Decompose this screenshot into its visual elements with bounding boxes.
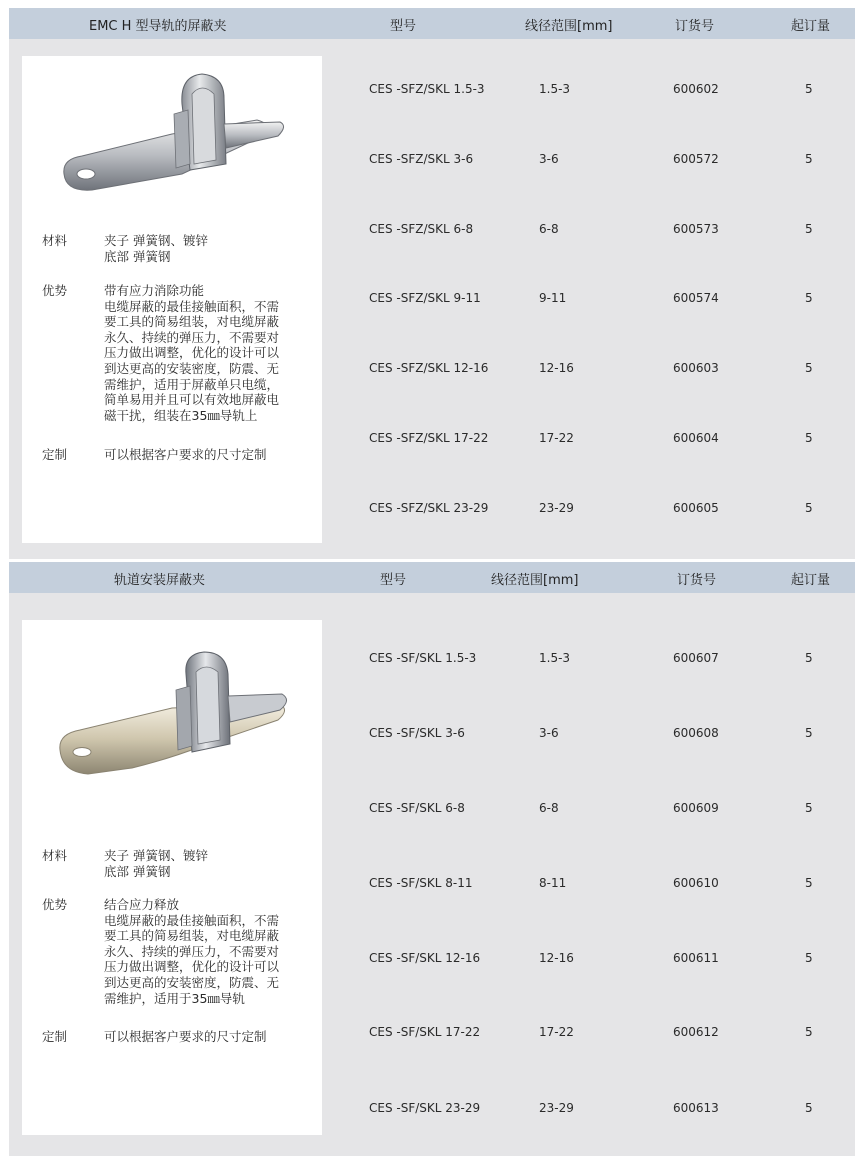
- table-row: [9, 801, 855, 821]
- order-number-cell: 600607: [673, 651, 719, 665]
- order-number-cell: 600611: [673, 951, 719, 965]
- order-number-cell: 600608: [673, 726, 719, 740]
- model-cell: CES -SF/SKL 1.5-3: [369, 651, 477, 665]
- order-number-cell: 600610: [673, 876, 719, 890]
- table-row: [9, 726, 855, 746]
- moq-cell: 5: [805, 222, 813, 236]
- table-row: [9, 431, 855, 451]
- range-cell: 12-16: [539, 951, 574, 965]
- moq-cell: 5: [805, 951, 813, 965]
- model-cell: CES -SF/SKL 12-16: [369, 951, 481, 965]
- order-number-cell: 600574: [673, 291, 719, 305]
- column-header-order: 订货号: [675, 19, 715, 34]
- model-cell: CES -SF/SKL 17-22: [369, 1025, 481, 1039]
- table-row: [9, 82, 855, 102]
- model-cell: CES -SF/SKL 8-11: [369, 876, 473, 890]
- table-row: [9, 876, 855, 896]
- custom-value: 可以根据客户要求的尺寸定制: [104, 447, 267, 462]
- moq-cell: 5: [805, 651, 813, 665]
- table-row: [9, 1025, 855, 1045]
- table-row: [9, 951, 855, 971]
- range-cell: 1.5-3: [539, 82, 571, 96]
- model-cell: CES -SF/SKL 23-29: [369, 1101, 481, 1115]
- range-cell: 8-11: [539, 876, 567, 890]
- moq-cell: 5: [805, 876, 813, 890]
- table-row: [9, 501, 855, 521]
- range-cell: 6-8: [539, 222, 559, 236]
- moq-cell: 5: [805, 726, 813, 740]
- material-label: 材料: [42, 848, 68, 863]
- moq-cell: 5: [805, 152, 813, 166]
- order-number-cell: 600604: [673, 431, 719, 445]
- order-number-cell: 600613: [673, 1101, 719, 1115]
- range-cell: 17-22: [539, 1025, 574, 1039]
- table-row: [9, 222, 855, 242]
- order-number-cell: 600602: [673, 82, 719, 96]
- moq-cell: 5: [805, 431, 813, 445]
- table-row: [9, 361, 855, 381]
- advantage-value: 带有应力消除功能 电缆屏蔽的最佳接触面积，不需 要工具的简易组装，对电缆屏蔽 永久、持续的弹压力，不需要对 压力做出调整，优化的设计可以 到达更高的安装密度，防震、无 需维护，适用于屏蔽单只电缆， 简单易用并且可以有效地屏蔽电 磁干扰，组装在35㎜导轨上: [104, 283, 280, 423]
- model-cell: CES -SFZ/SKL 9-11: [369, 291, 481, 305]
- column-header-order: 订货号: [677, 573, 717, 588]
- advantage-label: 优势: [42, 283, 68, 298]
- moq-cell: 5: [805, 82, 813, 96]
- range-cell: 1.5-3: [539, 651, 571, 665]
- order-number-cell: 600609: [673, 801, 719, 815]
- model-cell: CES -SF/SKL 3-6: [369, 726, 465, 740]
- order-number-cell: 600612: [673, 1025, 719, 1039]
- model-cell: CES -SF/SKL 6-8: [369, 801, 465, 815]
- moq-cell: 5: [805, 1025, 813, 1039]
- section-header: [9, 8, 855, 39]
- range-cell: 23-29: [539, 1101, 574, 1115]
- moq-cell: 5: [805, 1101, 813, 1115]
- custom-label: 定制: [42, 447, 68, 462]
- section-title: 轨道安装屏蔽夹: [114, 573, 206, 588]
- material-value: 夹子 弹簧钢、镀锌 底部 弹簧钢: [104, 233, 208, 264]
- advantage-value: 结合应力释放 电缆屏蔽的最佳接触面积，不需 要工具的简易组装，对电缆屏蔽 永久、持续的弹压力，不需要对 压力做出调整，优化的设计可以 到达更高的安装密度，防震、无 需维护，适用于35㎜导轨: [104, 897, 280, 1006]
- moq-cell: 5: [805, 361, 813, 375]
- custom-label: 定制: [42, 1029, 68, 1044]
- product-section-rail-mount: [9, 562, 855, 1156]
- model-cell: CES -SFZ/SKL 1.5-3: [369, 82, 485, 96]
- range-cell: 9-11: [539, 291, 567, 305]
- range-cell: 6-8: [539, 801, 559, 815]
- column-header-range: 线径范围[mm]: [525, 19, 613, 34]
- order-number-cell: 600603: [673, 361, 719, 375]
- section-body: [9, 593, 855, 1156]
- range-cell: 3-6: [539, 726, 559, 740]
- order-number-cell: 600605: [673, 501, 719, 515]
- range-cell: 12-16: [539, 361, 574, 375]
- order-number-cell: 600572: [673, 152, 719, 166]
- range-cell: 3-6: [539, 152, 559, 166]
- model-cell: CES -SFZ/SKL 17-22: [369, 431, 489, 445]
- advantage-label: 优势: [42, 897, 68, 912]
- column-header-moq: 起订量: [791, 19, 831, 34]
- section-title: EMC H 型导轨的屏蔽夹: [89, 19, 227, 34]
- column-header-model: 型号: [390, 19, 417, 34]
- model-cell: CES -SFZ/SKL 12-16: [369, 361, 489, 375]
- model-cell: CES -SFZ/SKL 3-6: [369, 152, 474, 166]
- table-row: [9, 651, 855, 671]
- column-header-model: 型号: [380, 573, 407, 588]
- section-header: [9, 562, 855, 593]
- material-value: 夹子 弹簧钢、镀锌 底部 弹簧钢: [104, 848, 208, 879]
- product-section-emc-h-rail: [9, 8, 855, 559]
- moq-cell: 5: [805, 501, 813, 515]
- table-row: [9, 152, 855, 172]
- column-header-moq: 起订量: [791, 573, 831, 588]
- range-cell: 17-22: [539, 431, 574, 445]
- custom-value: 可以根据客户要求的尺寸定制: [104, 1029, 267, 1044]
- table-row: [9, 1101, 855, 1121]
- table-row: [9, 291, 855, 311]
- moq-cell: 5: [805, 291, 813, 305]
- model-cell: CES -SFZ/SKL 6-8: [369, 222, 474, 236]
- range-cell: 23-29: [539, 501, 574, 515]
- column-header-range: 线径范围[mm]: [491, 573, 579, 588]
- section-body: [9, 39, 855, 559]
- model-cell: CES -SFZ/SKL 23-29: [369, 501, 489, 515]
- order-number-cell: 600573: [673, 222, 719, 236]
- moq-cell: 5: [805, 801, 813, 815]
- material-label: 材料: [42, 233, 68, 248]
